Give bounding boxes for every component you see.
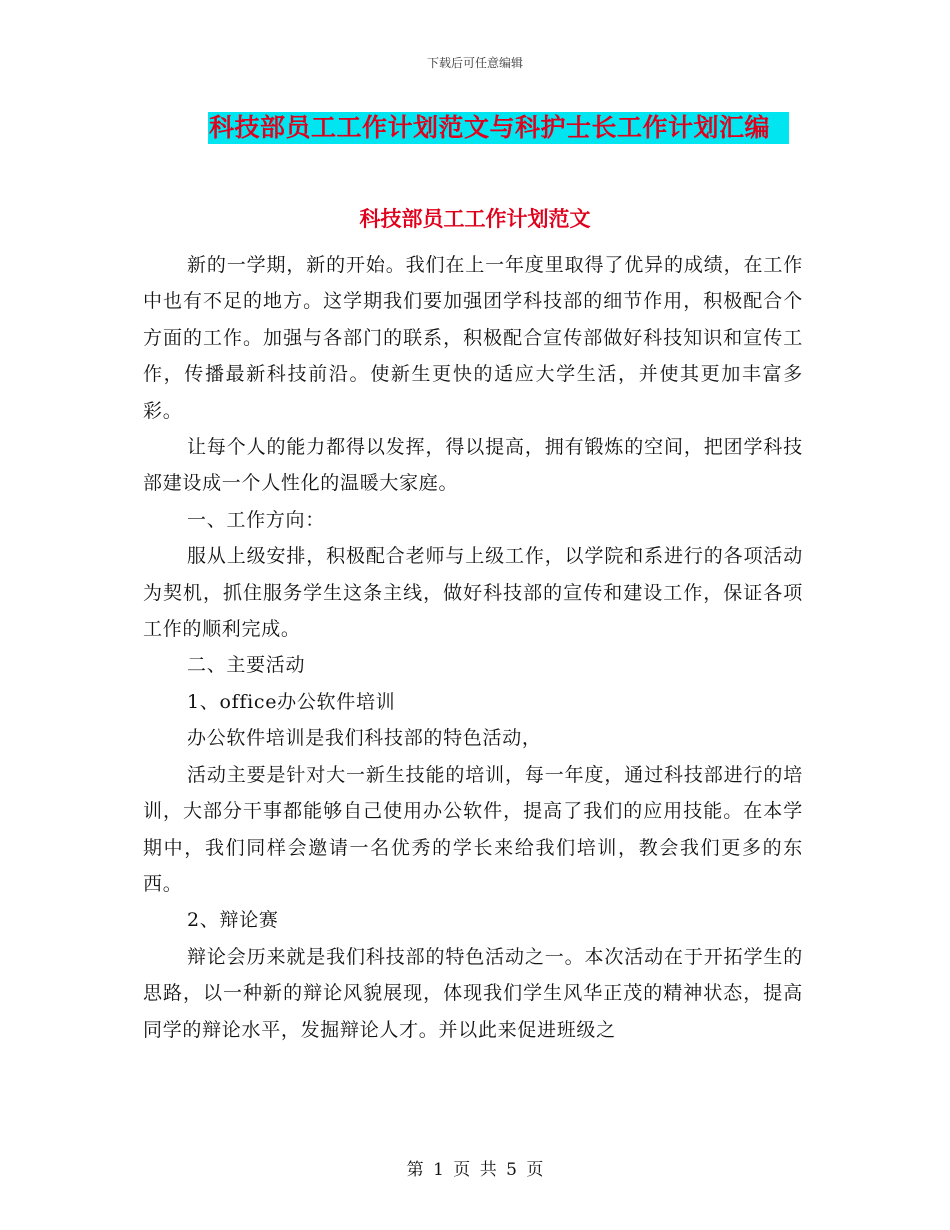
document-title: 科技部员工工作计划范文与科护士长工作计划汇编 <box>208 112 789 144</box>
paragraph-office-training-intro: 办公软件培训是我们科技部的特色活动， <box>187 727 542 750</box>
paragraph-goal: 让每个人的能力都得以发挥，得以提高，拥有锻炼的空间，把团学科技部建设成一个人性化的温暖大家庭。 <box>143 436 803 495</box>
heading-office-training: 1、office办公软件培训 <box>187 690 396 713</box>
paragraph-debate: 辩论会历来就是我们科技部的特色活动之一。本次活动在于开拓学生的思路，以一种新的辩论风貌展现，体现我们学生风华正茂的精神状态，提高同学的辩论水平，发掘辩论人才。并以此来促进班级之 <box>143 945 803 1041</box>
header-note: 下载后可任意编辑 <box>426 56 523 70</box>
paragraph-office-training-detail: 活动主要是针对大一新生技能的培训，每一年度，通过科技部进行的培训，大部分干事都能够自己使用办公软件，提高了我们的应用技能。在本学期中，我们同样会邀请一名优秀的学长来给我们培训，教会我们更多的东西。 <box>143 763 803 895</box>
section-title: 科技部员工工作计划范文 <box>359 207 591 231</box>
document-body <box>143 247 803 1048</box>
heading-work-direction: 一、工作方向： <box>187 508 325 531</box>
heading-main-activities: 二、主要活动 <box>187 654 306 677</box>
heading-debate: 2、辩论赛 <box>187 909 279 932</box>
paragraph-intro: 新的一学期，新的开始。我们在上一年度里取得了优异的成绩，在工作中也有不足的地方。这学期我们要加强团学科技部的细节作用，积极配合个方面的工作。加强与各部门的联系，积极配合宣传部做好科技知识和宣传工作，传播最新科技前沿。使新生更快的适应大学生活，并使其更加丰富多彩。 <box>143 254 803 422</box>
paragraph-work-direction: 服从上级安排，积极配合老师与上级工作，以学院和系进行的各项活动为契机，抓住服务学生这条主线，做好科技部的宣传和建设工作，保证各项工作的顺利完成。 <box>143 545 803 641</box>
page-footer: 第 1 页 共 5 页 <box>406 1160 544 1180</box>
